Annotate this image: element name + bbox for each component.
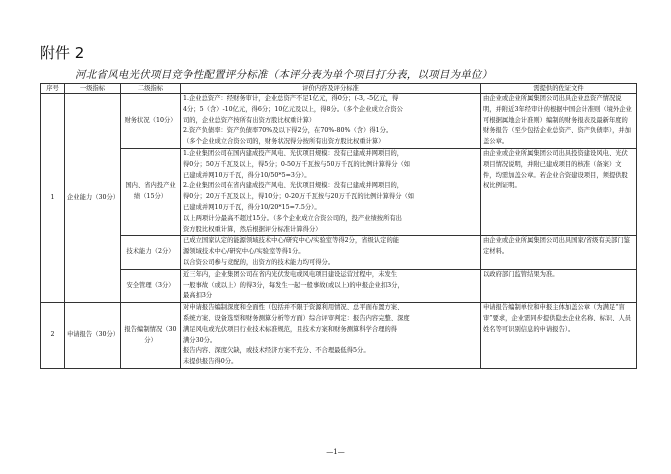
financial-level2: 财务状况（10分） [121, 94, 181, 149]
content-line: 1.企业集团公司在国内建成投产风电、光伏项目规模：没有已建成并网项目的， [183, 149, 404, 157]
scoring-table [40, 83, 637, 369]
content-line: 未提供报告得0分。 [183, 358, 238, 366]
content-line: 得0分；50万千瓦及以上，得5分；0-50万千瓦按与50万千瓦的比例计算得分（如 [183, 160, 411, 168]
table-row [41, 269, 637, 302]
content-line: 司的，企业总资产按所有出资方股比权重计算） [183, 116, 316, 124]
content-line: 已建成并网10万千瓦，得分10/20*15=7.5分）。 [183, 203, 321, 211]
section1-no: 1 [41, 94, 65, 303]
performance-level2: 国内、省内投产业绩（15分） [121, 148, 181, 235]
content-line: 4分；5（含）-10亿元，得6分；10亿元及以上，得8分。（多个企业成立合资公 [183, 105, 403, 113]
content-line: 1.企业总资产：经财务审计，企业总资产不足1亿元，得0分；(-3, -5亿元，得 [183, 95, 399, 102]
section2-level1: 申请报告（30分） [65, 303, 121, 369]
attachment-label: 附件 2 [40, 44, 85, 62]
tech-level2: 技术能力（2分） [121, 236, 181, 269]
section2-no: 2 [41, 303, 65, 369]
content-line: 资方股比权重计算，然后根据评分标准计算得分） [183, 225, 322, 233]
header-row [41, 84, 637, 94]
safety-evidence: 以政府部门监管结果为准。 [481, 269, 637, 302]
content-line: （多个企业成立合资公司的，财务状况得分按所有出资方股比权重计算） [183, 138, 385, 146]
content-line: 满足风电或光伏项目行业技术标准规范，且技术方案和财务测算科学合理的得 [183, 325, 398, 333]
content-line: 以合资公司参与竞配的，出资方的技术能力均可得分。 [183, 258, 335, 266]
table-row [41, 236, 637, 269]
report-level2: 报告编制情况（30分） [121, 303, 181, 369]
content-line: 一般事故（或以上）的得3分，每发生一起一般事故(或以上)的申报企业扣3分， [183, 281, 404, 289]
content-line: 最高扣3分 [183, 292, 213, 300]
content-line: 对申请报告编制深度和全面性（包括并不限于资源利用情况、总平面布置方案、 [183, 304, 404, 312]
content-line: 源领域技术中心/研究中心/实验室等得1分。 [183, 248, 305, 256]
content-line: 以上两项计分最高不超过15分。（多个企业成立合资公司的，投产业绩按所有出 [183, 214, 402, 222]
header-evidence: 需提供的佐证文件 [481, 84, 637, 94]
content-line: 2.企业集团公司在省内建成投产风电、光伏项目规模：没有已建成并网项目的， [183, 182, 404, 190]
table-row [41, 148, 637, 235]
header-no: 序号 [41, 84, 65, 94]
content-line: 近三年内，企业集团公司在省内光伏发电或风电项目建设运营过程中，未发生 [183, 270, 398, 278]
content-line: 满分30分。 [183, 336, 217, 344]
content-line: 得0分；20万千瓦及以上，得10分；0-20万千瓦按与20万千瓦的比例计算得分（如 [183, 193, 415, 201]
content-line: 系统方案、设备选型和财务测算分析等方面）综合评审判定：报告内容完整、深度 [183, 314, 410, 322]
safety-level2: 安全管理（3分） [121, 269, 181, 302]
content-line: 报告内容、深度欠缺，或技术经济方案不充分、不合理最低得5分。 [183, 347, 370, 355]
report-evidence: 申请报告编制单位和申报主体加盖公章（为满足“盲审”要求，企业需同步提供隐去企业名称、标识、人员姓名等可识别信息的申请报告）。 [481, 303, 637, 369]
tech-evidence: 由企业或企业所属集团公司出具国家/省级有关部门鉴定材料。 [481, 236, 637, 269]
safety-content [181, 269, 481, 302]
table-row [41, 303, 637, 369]
content-line: 已成立国家认定的能源领域技术中心/研究中心/实验室等得2分，省级认定的能 [183, 237, 400, 245]
financial-content [181, 94, 481, 149]
table-row [41, 94, 637, 149]
tech-content [181, 236, 481, 269]
performance-content [181, 148, 481, 235]
header-content: 评价内容及评分标准 [181, 84, 481, 94]
header-level1: 一级指标 [65, 84, 121, 94]
header-level2: 二级指标 [121, 84, 181, 94]
document-title: 河北省风电光伏项目竞争性配置评分标准（本评分表为单个项目打分表，以项目为单位） [75, 69, 493, 81]
page-number: —1— [326, 448, 345, 456]
performance-evidence: 由企业或企业所属集团公司出具投资建设风电、光伏项目情况说明，并附已建成项目的核准（备案）文件，均需加盖公章。若企业合资建设项目，须提供股权比例证明。 [481, 148, 637, 235]
financial-evidence: 由企业或企业所属集团公司出具企业总资产情况说明，并附近3年经审计的根据中国会计准则（境外企业可根据属地会计准则）编制的财务报表及最新年度的财务报告（至少包括企业总资产、资产负债率），并加盖公章。 [481, 94, 637, 149]
content-line: 2.资产负债率：资产负债率70%及以下得2分，在70%-80%（含）得1分。 [183, 127, 393, 135]
report-content [181, 303, 481, 369]
section1-level1: 企业能力（30分） [65, 94, 121, 303]
content-line: 已建成并网10万千瓦，得分10/50*5=3分）。 [183, 171, 311, 179]
